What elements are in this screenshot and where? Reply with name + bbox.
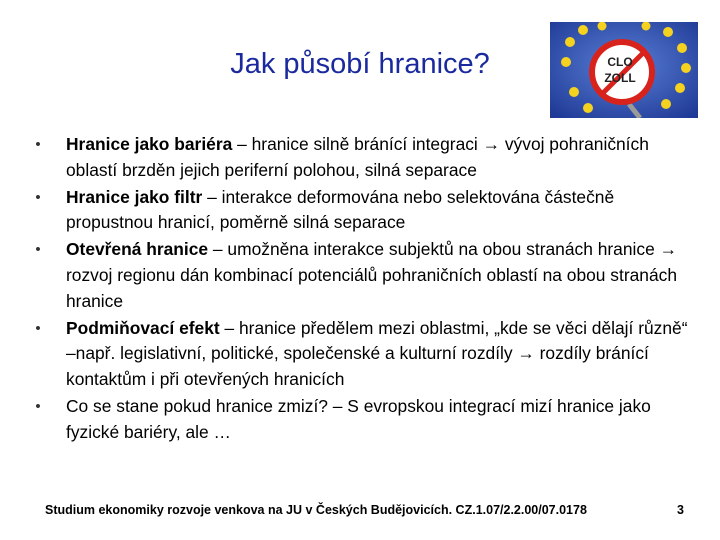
bullet-item: [28, 394, 700, 446]
bullet-list: [28, 132, 700, 447]
logo-text-line1: CLO: [607, 55, 633, 69]
bullet-item: [28, 185, 700, 237]
slide-title: Jak působí hranice?: [230, 48, 490, 80]
bullet-dot-icon: •: [35, 241, 41, 259]
bullet-term: Otevřená hranice: [66, 239, 209, 260]
bullet-text: – umožněna interakce subjektů na obou stranách hranice → rozvoj regionu dán kombinací potenciálů pohraničních oblastí na obou stranách hranice: [66, 239, 677, 311]
bullet-term: Hranice jako filtr: [66, 186, 203, 207]
page-number: 3: [677, 503, 684, 517]
bullet-term: Hranice jako bariéra: [66, 134, 233, 154]
bullet-text: – hranice předělem mezi oblastmi, „kde se věci dělají různě“ –např. legislativní, politické, společenské a kulturní rozdíly → rozdíly bránící kontaktům i při otevřených hranicích: [66, 317, 688, 390]
bullet-item: [28, 316, 700, 393]
bullet-item: [28, 237, 700, 314]
bullet-text: – interakce deformována nebo selektována částečně propustnou hranicí, poměrně silná separace: [66, 186, 615, 233]
bullet-text: Co se stane pokud hranice zmizí? – S evropskou integrací mizí hranice jako fyzické bariéry, ale …: [66, 395, 651, 442]
bullet-term: Podmiňovací efekt: [66, 317, 220, 338]
bullet-dot-icon: •: [35, 397, 41, 415]
bullet-text: – hranice silně bránící integraci → vývoj pohraničních oblastí brzděn jejich periferní polohou, silná separace: [66, 134, 649, 180]
logo-text-line2: ZOLL: [604, 71, 636, 85]
bullet-item: [28, 132, 700, 184]
bullet-dot-icon: •: [35, 319, 41, 337]
eu-customs-sign-image: [550, 22, 698, 118]
bullet-dot-icon: •: [35, 188, 41, 206]
slide-footer: Studium ekonomiky rozvoje venkova na JU v Českých Budějovicích. CZ.1.07/2.2.00/07.0178: [45, 503, 587, 517]
bullet-dot-icon: •: [35, 136, 41, 153]
